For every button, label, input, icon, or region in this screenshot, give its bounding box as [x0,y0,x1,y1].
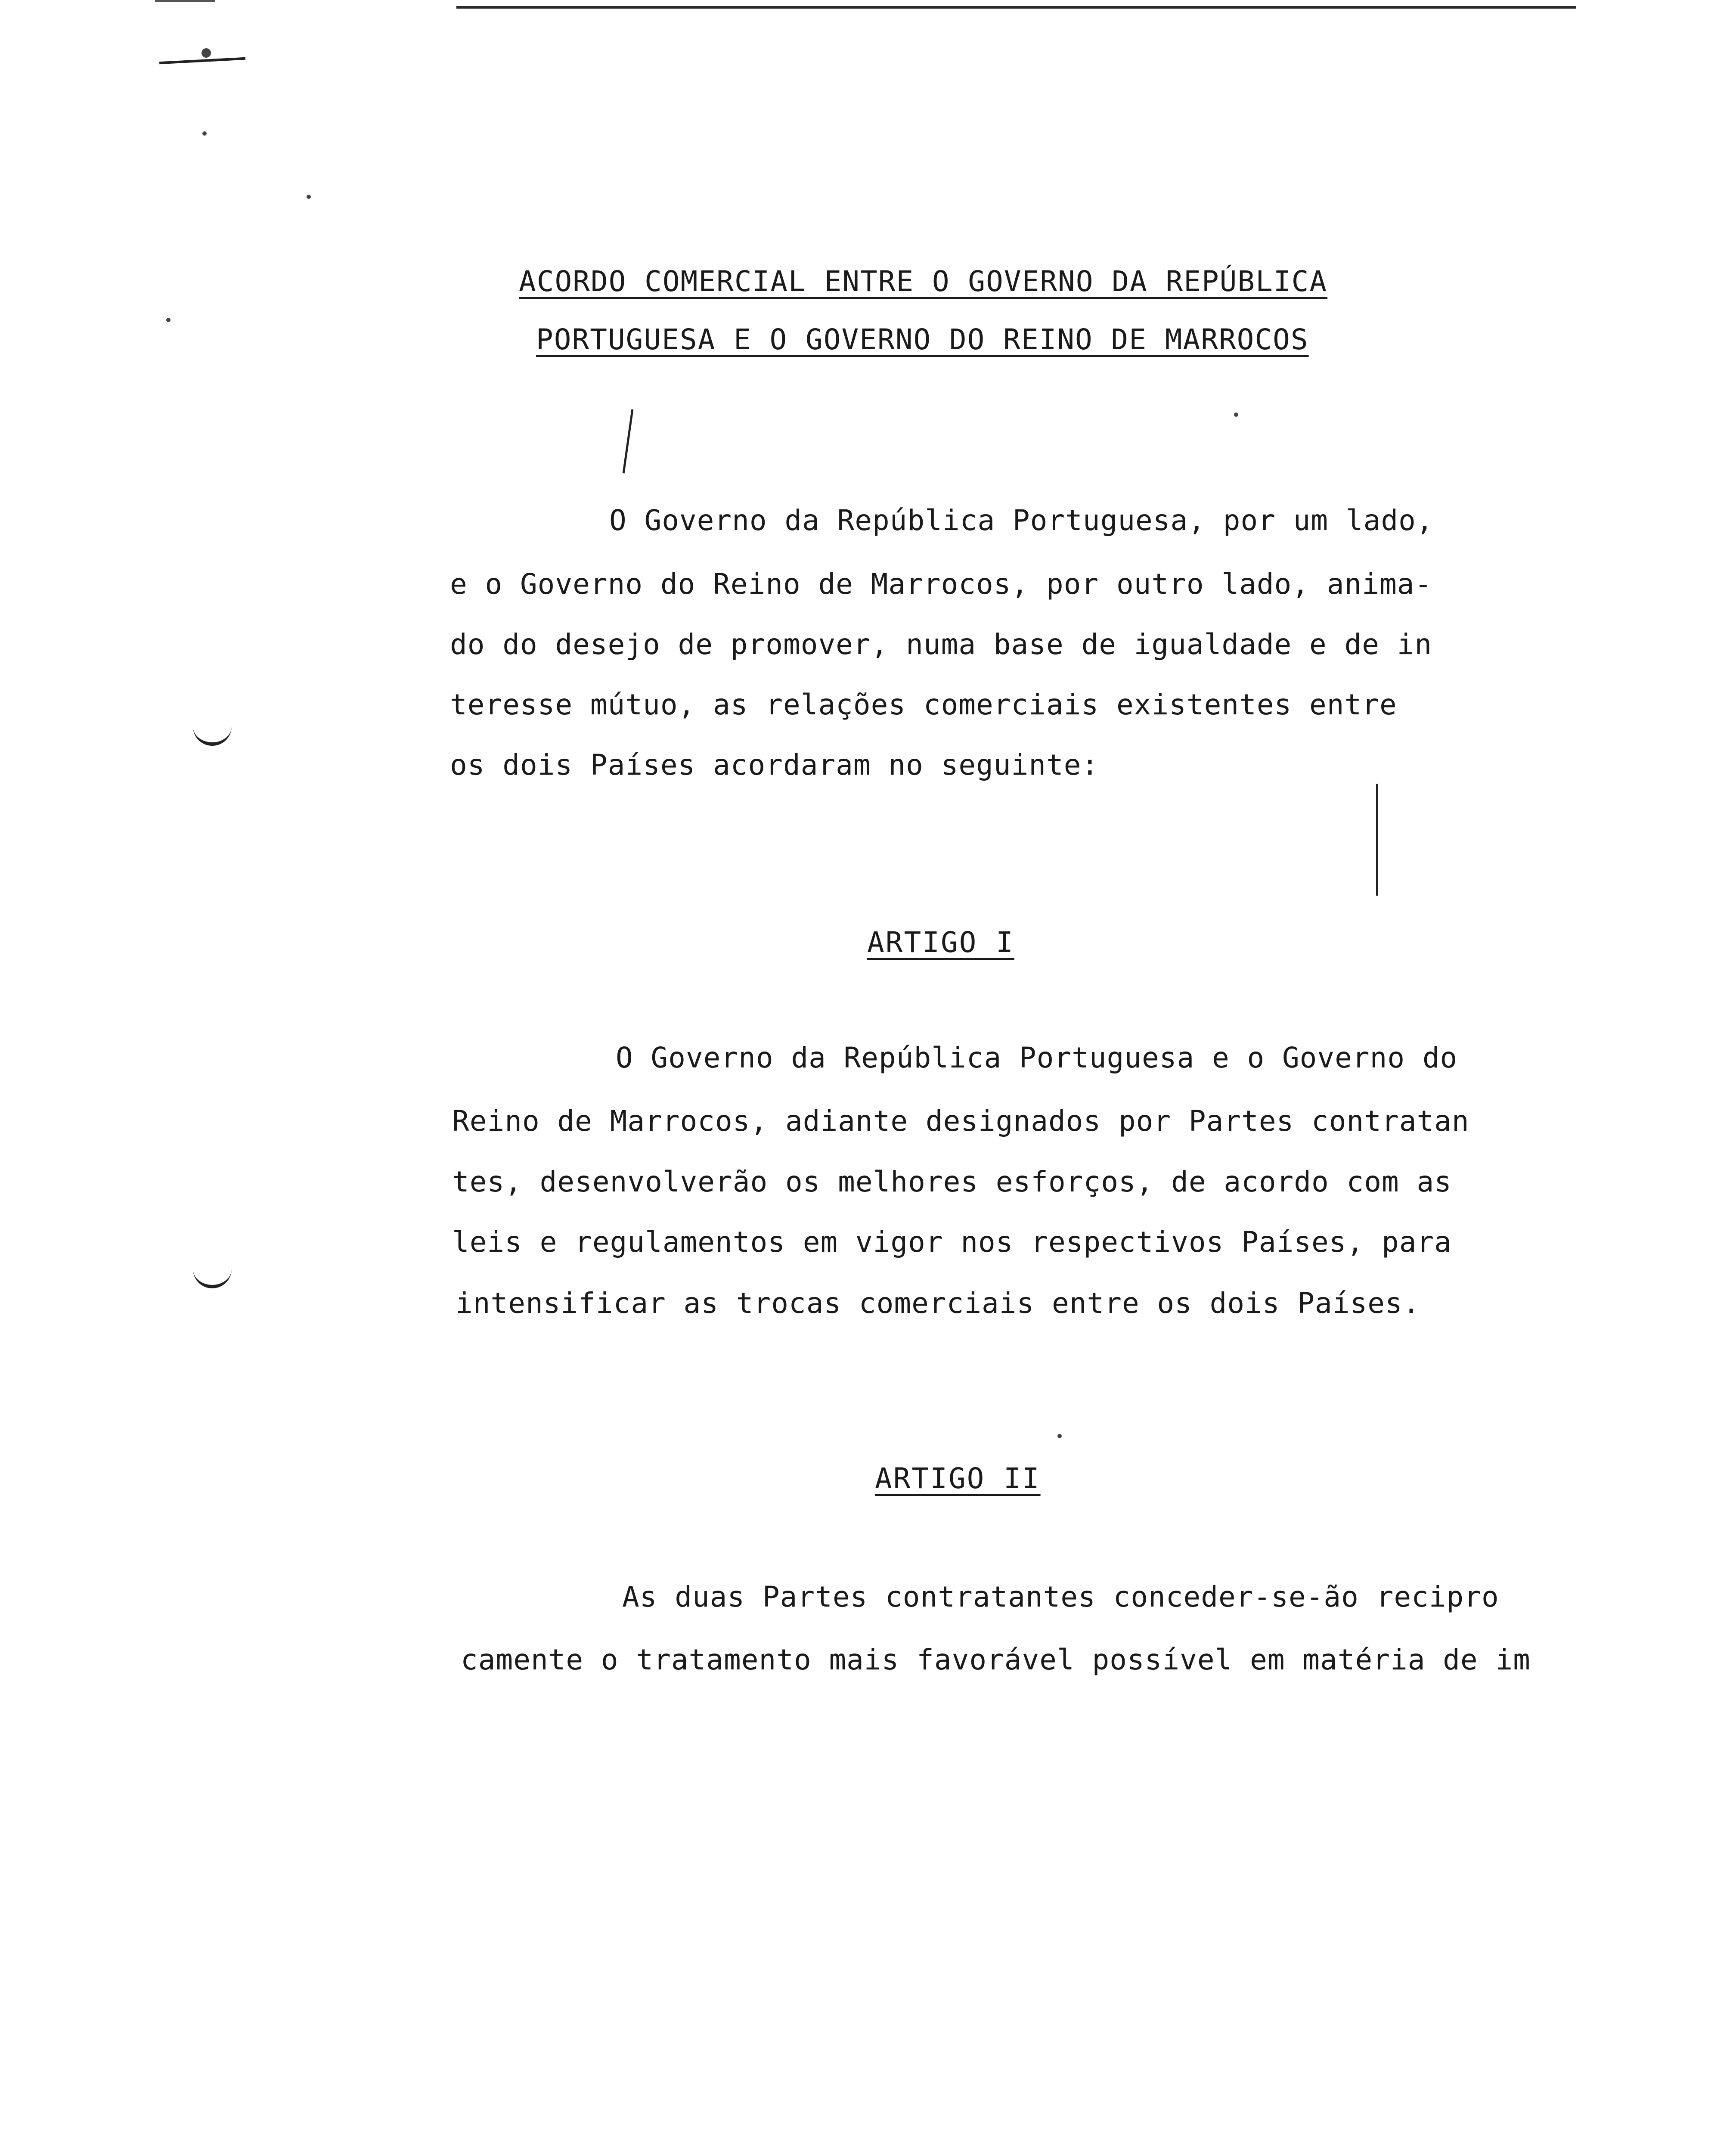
punch-hole-mark [193,1266,232,1288]
punch-hole-mark [193,723,232,746]
scan-top-border [456,6,1576,9]
article-line: camente o tratamento mais favorável possível em matéria de im [461,1643,1531,1676]
stray-stroke [623,409,634,473]
article-heading: ARTIGO II [875,1462,1041,1495]
document-title-line-2: PORTUGUESA E O GOVERNO DO REINO DE MARROCOS [536,323,1309,356]
article-line: Reino de Marrocos, adiante designados por Partes contratan [452,1104,1469,1138]
article-line: leis e regulamentos em vigor nos respectivos Países, para [452,1225,1452,1259]
document-title-line-1: ACORDO COMERCIAL ENTRE O GOVERNO DA REPÚBLICA [519,265,1328,298]
article-line: As duas Partes contratantes conceder-se-ão recipro [622,1580,1499,1613]
preamble-line: teresse mútuo, as relações comerciais existentes entre [450,688,1397,721]
article-line: O Governo da República Portuguesa e o Governo do [616,1041,1458,1074]
article-line: tes, desenvolverão os melhores esforços, de acordo com as [452,1165,1452,1198]
binding-dot [307,195,311,199]
stray-dot [1234,413,1238,417]
preamble-line: do do desejo de promover, numa base de igualdade e de in [450,628,1432,661]
article-heading: ARTIGO I [867,926,1014,959]
preamble-line: e o Governo do Reino de Marrocos, por outro lado, anima- [450,568,1432,601]
binding-dot [202,131,207,136]
preamble-line: O Governo da República Portuguesa, por um lado, [609,504,1434,537]
scan-edge-mark [155,0,215,2]
preamble-line: os dois Países acordaram no seguinte: [450,748,1099,782]
stray-stroke [1376,784,1378,896]
binding-mark [159,57,245,64]
stray-dot [1057,1434,1062,1438]
binding-dot [166,318,170,322]
article-line: intensificar as trocas comerciais entre os dois Países. [456,1287,1420,1320]
binding-dot [202,48,211,58]
